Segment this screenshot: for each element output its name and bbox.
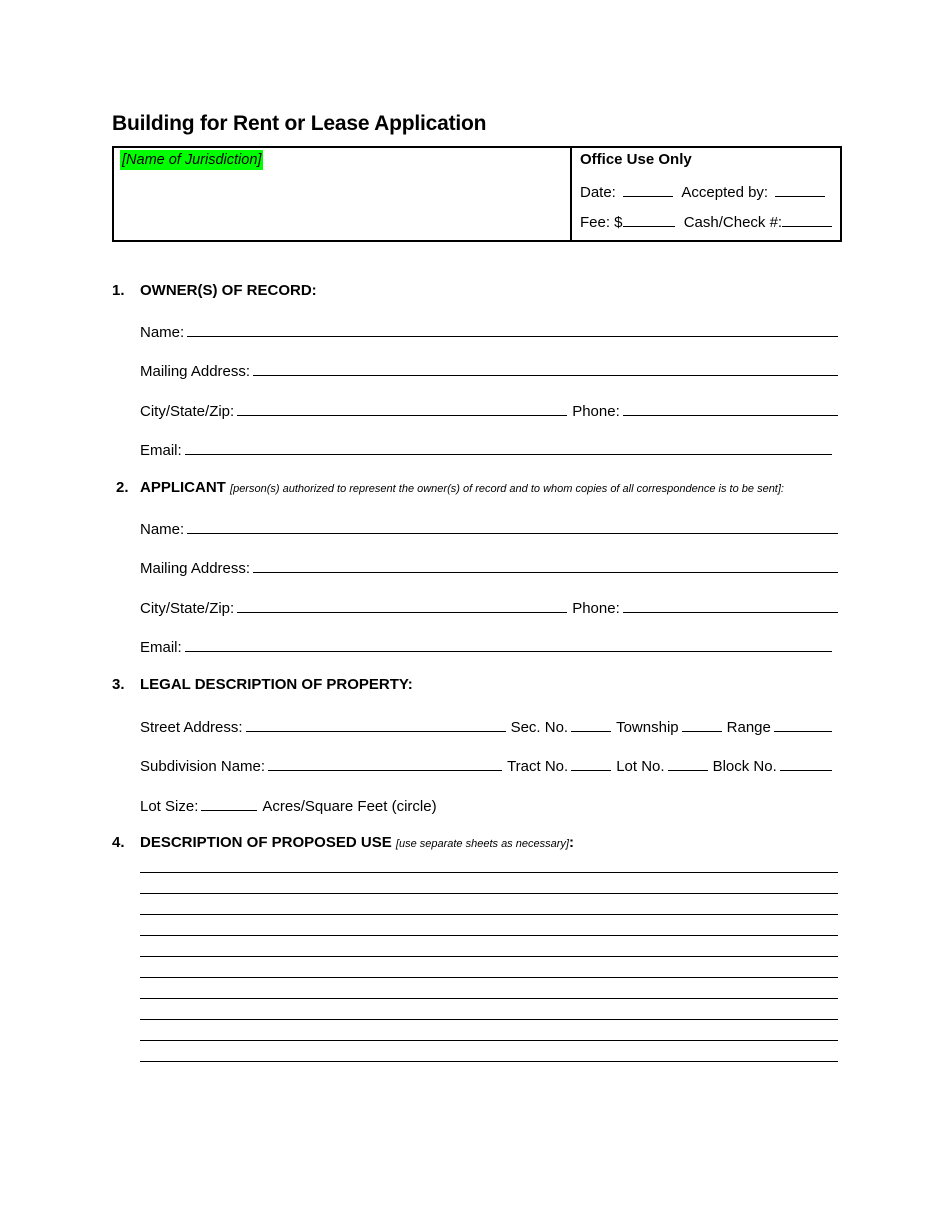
cash-check-label: Cash/Check #: xyxy=(683,214,783,231)
section-2-number: 2. xyxy=(116,479,129,496)
owner-mailing-label: Mailing Address: xyxy=(140,363,251,380)
block-no-label: Block No. xyxy=(712,758,777,775)
applicant-city-field[interactable] xyxy=(237,597,567,613)
sec-no-label: Sec. No. xyxy=(510,719,569,736)
proposed-use-line[interactable] xyxy=(140,1040,838,1041)
proposed-use-line[interactable] xyxy=(140,1061,838,1062)
sec-no-field[interactable] xyxy=(571,716,611,732)
owner-name-label: Name: xyxy=(140,324,185,341)
lot-size-field[interactable] xyxy=(201,795,257,811)
page-title: Building for Rent or Lease Application xyxy=(112,112,487,135)
applicant-mailing-label: Mailing Address: xyxy=(140,560,251,577)
owner-city-field[interactable] xyxy=(237,400,567,416)
accepted-by-label: Accepted by: xyxy=(681,184,769,201)
applicant-phone-field[interactable] xyxy=(623,597,838,613)
applicant-email-row xyxy=(140,636,832,656)
owner-city-row xyxy=(140,400,838,420)
office-date-row xyxy=(580,181,830,201)
acres-square-feet-label: Acres/Square Feet (circle) xyxy=(262,798,437,815)
owner-email-label: Email: xyxy=(140,442,182,459)
jurisdiction-cell[interactable] xyxy=(114,148,572,240)
subdivision-label: Subdivision Name: xyxy=(140,758,266,775)
cash-check-field[interactable] xyxy=(782,211,832,227)
owner-email-field[interactable] xyxy=(185,439,832,455)
accepted-by-field[interactable] xyxy=(775,181,825,197)
applicant-email-field[interactable] xyxy=(185,636,832,652)
section-4-number: 4. xyxy=(112,834,125,851)
section-3-number: 3. xyxy=(112,676,125,693)
street-address-field[interactable] xyxy=(246,716,506,732)
applicant-city-label: City/State/Zip: xyxy=(140,600,235,617)
section-4-colon: : xyxy=(568,834,574,851)
proposed-use-line[interactable] xyxy=(140,872,838,873)
owner-mailing-row xyxy=(140,360,838,380)
section-2-note: [person(s) authorized to represent the owner(s) of record and to whom copies of all correspondence is to be sent]: xyxy=(230,483,784,495)
applicant-mailing-row xyxy=(140,557,838,577)
section-2-title: APPLICANT xyxy=(140,479,226,496)
section-2-heading xyxy=(140,479,784,496)
proposed-use-line[interactable] xyxy=(140,1019,838,1020)
owner-city-label: City/State/Zip: xyxy=(140,403,235,420)
block-no-field[interactable] xyxy=(780,755,832,771)
subdivision-field[interactable] xyxy=(268,755,502,771)
section-1-title: OWNER(S) OF RECORD: xyxy=(140,282,317,299)
section-1-number: 1. xyxy=(112,282,125,299)
tract-no-label: Tract No. xyxy=(507,758,569,775)
lot-no-field[interactable] xyxy=(668,755,708,771)
applicant-city-row xyxy=(140,597,838,617)
office-fee-row xyxy=(580,211,837,231)
owner-phone-field[interactable] xyxy=(623,400,838,416)
section-4-title: DESCRIPTION OF PROPOSED USE xyxy=(140,834,392,851)
owner-phone-label: Phone: xyxy=(572,403,620,420)
proposed-use-line[interactable] xyxy=(140,935,838,936)
applicant-name-row xyxy=(140,518,838,538)
section-3-title: LEGAL DESCRIPTION OF PROPERTY: xyxy=(140,676,413,693)
applicant-phone-label: Phone: xyxy=(572,600,620,617)
applicant-name-field[interactable] xyxy=(187,518,838,534)
owner-mailing-field[interactable] xyxy=(253,360,838,376)
owner-email-row xyxy=(140,439,832,459)
owner-name-field[interactable] xyxy=(187,321,838,337)
proposed-use-line[interactable] xyxy=(140,956,838,957)
proposed-use-line[interactable] xyxy=(140,914,838,915)
office-date-field[interactable] xyxy=(623,181,673,197)
applicant-name-label: Name: xyxy=(140,521,185,538)
lot-size-row xyxy=(140,795,838,815)
lot-no-label: Lot No. xyxy=(616,758,665,775)
office-use-title: Office Use Only xyxy=(580,151,692,168)
fee-label: Fee: $ xyxy=(580,214,623,231)
range-label: Range xyxy=(726,719,771,736)
proposed-use-line[interactable] xyxy=(140,998,838,999)
section-4-note: [use separate sheets as necessary] xyxy=(395,838,569,850)
subdivision-row xyxy=(140,755,832,775)
tract-no-field[interactable] xyxy=(571,755,611,771)
header-box xyxy=(112,146,842,242)
street-address-row xyxy=(140,716,832,736)
fee-field[interactable] xyxy=(623,211,675,227)
applicant-mailing-field[interactable] xyxy=(253,557,838,573)
proposed-use-line[interactable] xyxy=(140,977,838,978)
range-field[interactable] xyxy=(774,716,832,732)
street-address-label: Street Address: xyxy=(140,719,243,736)
township-field[interactable] xyxy=(682,716,722,732)
office-use-panel xyxy=(572,148,840,240)
jurisdiction-placeholder[interactable]: [Name of Jurisdiction] xyxy=(122,152,262,168)
proposed-use-line[interactable] xyxy=(140,893,838,894)
lot-size-label: Lot Size: xyxy=(140,798,199,815)
township-label: Township xyxy=(616,719,679,736)
owner-name-row xyxy=(140,321,838,341)
section-4-heading xyxy=(140,834,574,851)
applicant-email-label: Email: xyxy=(140,639,182,656)
date-label: Date: xyxy=(580,184,616,201)
